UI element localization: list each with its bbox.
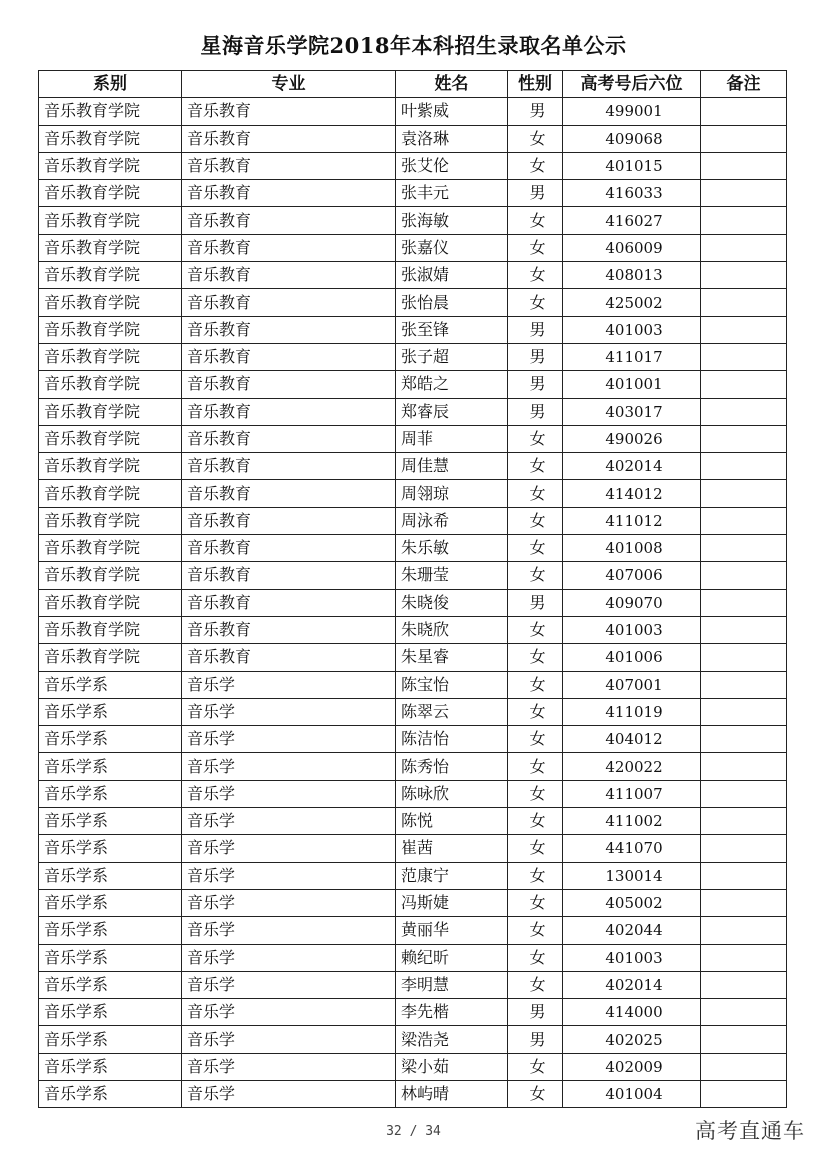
cell-remarks: [701, 316, 787, 343]
cell-department: 音乐教育学院: [39, 234, 182, 261]
cell-gender: 女: [508, 944, 563, 971]
cell-major: 音乐教育: [182, 507, 396, 534]
cell-major: 音乐学: [182, 917, 396, 944]
cell-name: 张艾伦: [396, 152, 508, 179]
cell-exam-number: 403017: [563, 398, 701, 425]
cell-name: 张子超: [396, 343, 508, 370]
cell-department: 音乐教育学院: [39, 125, 182, 152]
cell-exam-number: 402014: [563, 971, 701, 998]
cell-department: 音乐学系: [39, 944, 182, 971]
cell-department: 音乐教育学院: [39, 644, 182, 671]
cell-remarks: [701, 971, 787, 998]
table-row: [39, 999, 787, 1026]
column-header-name: 姓名: [396, 71, 508, 98]
cell-name: 陈咏欣: [396, 780, 508, 807]
cell-name: 周菲: [396, 425, 508, 452]
cell-exam-number: 401003: [563, 944, 701, 971]
cell-remarks: [701, 98, 787, 125]
cell-exam-number: 414000: [563, 999, 701, 1026]
table-row: [39, 862, 787, 889]
cell-department: 音乐教育学院: [39, 343, 182, 370]
cell-name: 朱晓欣: [396, 616, 508, 643]
table-row: [39, 698, 787, 725]
table-row: [39, 125, 787, 152]
cell-remarks: [701, 589, 787, 616]
cell-department: 音乐教育学院: [39, 262, 182, 289]
cell-major: 音乐学: [182, 835, 396, 862]
cell-remarks: [701, 343, 787, 370]
cell-major: 音乐学: [182, 808, 396, 835]
cell-name: 梁浩尧: [396, 1026, 508, 1053]
cell-major: 音乐学: [182, 1026, 396, 1053]
cell-name: 范康宁: [396, 862, 508, 889]
cell-name: 赖纪昕: [396, 944, 508, 971]
cell-exam-number: 409070: [563, 589, 701, 616]
cell-exam-number: 402014: [563, 453, 701, 480]
cell-remarks: [701, 480, 787, 507]
cell-gender: 男: [508, 316, 563, 343]
cell-remarks: [701, 616, 787, 643]
cell-major: 音乐教育: [182, 125, 396, 152]
cell-remarks: [701, 507, 787, 534]
cell-department: 音乐学系: [39, 862, 182, 889]
cell-name: 李明慧: [396, 971, 508, 998]
cell-department: 音乐学系: [39, 671, 182, 698]
cell-gender: 女: [508, 562, 563, 589]
cell-name: 陈翠云: [396, 698, 508, 725]
cell-remarks: [701, 1026, 787, 1053]
cell-gender: 男: [508, 999, 563, 1026]
cell-department: 音乐教育学院: [39, 398, 182, 425]
cell-department: 音乐教育学院: [39, 453, 182, 480]
cell-department: 音乐学系: [39, 698, 182, 725]
cell-gender: 女: [508, 889, 563, 916]
cell-exam-number: 401001: [563, 371, 701, 398]
cell-major: 音乐教育: [182, 616, 396, 643]
cell-name: 陈秀怡: [396, 753, 508, 780]
table-row: [39, 371, 787, 398]
cell-exam-number: 411012: [563, 507, 701, 534]
table-row: [39, 889, 787, 916]
cell-gender: 女: [508, 616, 563, 643]
cell-name: 张丰元: [396, 180, 508, 207]
cell-gender: 女: [508, 152, 563, 179]
cell-remarks: [701, 835, 787, 862]
cell-department: 音乐教育学院: [39, 562, 182, 589]
cell-name: 叶紫威: [396, 98, 508, 125]
cell-remarks: [701, 944, 787, 971]
cell-gender: 男: [508, 589, 563, 616]
cell-remarks: [701, 780, 787, 807]
cell-remarks: [701, 535, 787, 562]
cell-department: 音乐教育学院: [39, 98, 182, 125]
table-row: [39, 152, 787, 179]
cell-major: 音乐教育: [182, 98, 396, 125]
cell-major: 音乐教育: [182, 535, 396, 562]
cell-exam-number: 406009: [563, 234, 701, 261]
cell-name: 林屿晴: [396, 1080, 508, 1107]
cell-gender: 男: [508, 1026, 563, 1053]
cell-gender: 女: [508, 262, 563, 289]
cell-major: 音乐学: [182, 726, 396, 753]
cell-major: 音乐教育: [182, 289, 396, 316]
column-header-gender: 性别: [508, 71, 563, 98]
cell-name: 郑皓之: [396, 371, 508, 398]
cell-department: 音乐教育学院: [39, 152, 182, 179]
table-row: [39, 753, 787, 780]
cell-name: 黄丽华: [396, 917, 508, 944]
cell-remarks: [701, 289, 787, 316]
cell-name: 郑睿辰: [396, 398, 508, 425]
cell-remarks: [701, 180, 787, 207]
table-body: [39, 98, 787, 1108]
cell-name: 崔茜: [396, 835, 508, 862]
cell-gender: 女: [508, 480, 563, 507]
table-row: [39, 1053, 787, 1080]
cell-exam-number: 402009: [563, 1053, 701, 1080]
cell-remarks: [701, 398, 787, 425]
cell-exam-number: 499001: [563, 98, 701, 125]
cell-gender: 男: [508, 180, 563, 207]
column-header-remarks: 备注: [701, 71, 787, 98]
page-number: 32 / 34: [386, 1124, 441, 1139]
table-row: [39, 180, 787, 207]
table-row: [39, 262, 787, 289]
cell-name: 周佳慧: [396, 453, 508, 480]
cell-gender: 女: [508, 234, 563, 261]
cell-name: 周翎琼: [396, 480, 508, 507]
cell-remarks: [701, 644, 787, 671]
cell-remarks: [701, 234, 787, 261]
cell-gender: 女: [508, 671, 563, 698]
cell-exam-number: 416033: [563, 180, 701, 207]
table-row: [39, 453, 787, 480]
cell-exam-number: 408013: [563, 262, 701, 289]
cell-department: 音乐教育学院: [39, 371, 182, 398]
cell-exam-number: 402025: [563, 1026, 701, 1053]
cell-name: 朱晓俊: [396, 589, 508, 616]
cell-exam-number: 407006: [563, 562, 701, 589]
cell-gender: 女: [508, 125, 563, 152]
cell-exam-number: 490026: [563, 425, 701, 452]
cell-remarks: [701, 753, 787, 780]
cell-remarks: [701, 371, 787, 398]
table-row: [39, 316, 787, 343]
cell-major: 音乐学: [182, 780, 396, 807]
column-header-department: 系别: [39, 71, 182, 98]
cell-exam-number: 407001: [563, 671, 701, 698]
cell-exam-number: 420022: [563, 753, 701, 780]
cell-gender: 女: [508, 808, 563, 835]
table-row: [39, 425, 787, 452]
cell-remarks: [701, 425, 787, 452]
cell-department: 音乐学系: [39, 780, 182, 807]
cell-name: 张海敏: [396, 207, 508, 234]
cell-department: 音乐教育学院: [39, 425, 182, 452]
cell-gender: 女: [508, 535, 563, 562]
cell-gender: 女: [508, 917, 563, 944]
cell-remarks: [701, 808, 787, 835]
cell-major: 音乐教育: [182, 562, 396, 589]
cell-major: 音乐学: [182, 1080, 396, 1107]
cell-name: 朱珊莹: [396, 562, 508, 589]
table-row: [39, 480, 787, 507]
cell-major: 音乐学: [182, 753, 396, 780]
cell-gender: 女: [508, 780, 563, 807]
table-header: [39, 71, 787, 98]
cell-major: 音乐学: [182, 889, 396, 916]
cell-exam-number: 401004: [563, 1080, 701, 1107]
cell-gender: 女: [508, 753, 563, 780]
column-header-exam-number: 高考号后六位: [563, 71, 701, 98]
cell-remarks: [701, 562, 787, 589]
table-row: [39, 507, 787, 534]
table-row: [39, 808, 787, 835]
cell-exam-number: 416027: [563, 207, 701, 234]
cell-department: 音乐教育学院: [39, 535, 182, 562]
cell-department: 音乐学系: [39, 1080, 182, 1107]
cell-major: 音乐学: [182, 698, 396, 725]
header-row: [39, 71, 787, 98]
table-row: [39, 589, 787, 616]
column-header-major: 专业: [182, 71, 396, 98]
table-row: [39, 644, 787, 671]
cell-remarks: [701, 999, 787, 1026]
cell-department: 音乐学系: [39, 808, 182, 835]
cell-major: 音乐教育: [182, 398, 396, 425]
cell-name: 陈洁怡: [396, 726, 508, 753]
cell-name: 张怡晨: [396, 289, 508, 316]
cell-remarks: [701, 125, 787, 152]
cell-remarks: [701, 453, 787, 480]
cell-exam-number: 401003: [563, 316, 701, 343]
table-row: [39, 944, 787, 971]
cell-department: 音乐教育学院: [39, 507, 182, 534]
cell-name: 陈宝怡: [396, 671, 508, 698]
cell-major: 音乐教育: [182, 180, 396, 207]
cell-major: 音乐教育: [182, 234, 396, 261]
table-row: [39, 616, 787, 643]
cell-name: 袁洛琳: [396, 125, 508, 152]
cell-major: 音乐教育: [182, 480, 396, 507]
cell-name: 李先楷: [396, 999, 508, 1026]
cell-department: 音乐教育学院: [39, 480, 182, 507]
cell-exam-number: 411007: [563, 780, 701, 807]
cell-gender: 男: [508, 371, 563, 398]
cell-gender: 女: [508, 971, 563, 998]
cell-gender: 女: [508, 507, 563, 534]
cell-major: 音乐学: [182, 671, 396, 698]
cell-name: 朱星睿: [396, 644, 508, 671]
cell-department: 音乐学系: [39, 999, 182, 1026]
cell-exam-number: 402044: [563, 917, 701, 944]
cell-gender: 女: [508, 644, 563, 671]
cell-name: 朱乐敏: [396, 535, 508, 562]
table-row: [39, 1026, 787, 1053]
cell-remarks: [701, 698, 787, 725]
page-title: 星海音乐学院2018年本科招生录取名单公示: [200, 33, 627, 58]
cell-gender: 女: [508, 835, 563, 862]
cell-major: 音乐教育: [182, 425, 396, 452]
cell-gender: 女: [508, 698, 563, 725]
admission-table: [38, 70, 787, 1108]
cell-major: 音乐学: [182, 1053, 396, 1080]
cell-remarks: [701, 862, 787, 889]
cell-major: 音乐教育: [182, 644, 396, 671]
cell-remarks: [701, 917, 787, 944]
cell-gender: 女: [508, 862, 563, 889]
table-row: [39, 726, 787, 753]
cell-department: 音乐教育学院: [39, 316, 182, 343]
cell-exam-number: 401006: [563, 644, 701, 671]
cell-department: 音乐教育学院: [39, 180, 182, 207]
cell-remarks: [701, 1053, 787, 1080]
cell-department: 音乐学系: [39, 1053, 182, 1080]
table-row: [39, 289, 787, 316]
cell-major: 音乐教育: [182, 207, 396, 234]
cell-remarks: [701, 152, 787, 179]
cell-exam-number: 401008: [563, 535, 701, 562]
cell-gender: 女: [508, 1053, 563, 1080]
cell-major: 音乐学: [182, 862, 396, 889]
cell-major: 音乐教育: [182, 343, 396, 370]
cell-department: 音乐学系: [39, 971, 182, 998]
cell-exam-number: 405002: [563, 889, 701, 916]
cell-remarks: [701, 262, 787, 289]
cell-exam-number: 411019: [563, 698, 701, 725]
cell-department: 音乐学系: [39, 1026, 182, 1053]
table-row: [39, 1080, 787, 1107]
cell-exam-number: 404012: [563, 726, 701, 753]
cell-gender: 女: [508, 453, 563, 480]
cell-name: 梁小茹: [396, 1053, 508, 1080]
cell-major: 音乐教育: [182, 152, 396, 179]
cell-name: 周泳希: [396, 507, 508, 534]
cell-exam-number: 401015: [563, 152, 701, 179]
cell-major: 音乐教育: [182, 371, 396, 398]
cell-department: 音乐学系: [39, 753, 182, 780]
cell-exam-number: 441070: [563, 835, 701, 862]
cell-name: 张嘉仪: [396, 234, 508, 261]
cell-remarks: [701, 889, 787, 916]
cell-major: 音乐学: [182, 999, 396, 1026]
watermark: 高考直通车: [695, 1119, 805, 1143]
cell-gender: 女: [508, 207, 563, 234]
cell-exam-number: 414012: [563, 480, 701, 507]
cell-department: 音乐教育学院: [39, 207, 182, 234]
cell-gender: 女: [508, 289, 563, 316]
cell-name: 陈悦: [396, 808, 508, 835]
cell-department: 音乐学系: [39, 726, 182, 753]
cell-name: 冯斯婕: [396, 889, 508, 916]
table-row: [39, 835, 787, 862]
table-row: [39, 562, 787, 589]
cell-major: 音乐学: [182, 944, 396, 971]
cell-department: 音乐学系: [39, 889, 182, 916]
cell-remarks: [701, 671, 787, 698]
table-row: [39, 535, 787, 562]
table-row: [39, 780, 787, 807]
table-row: [39, 971, 787, 998]
cell-department: 音乐教育学院: [39, 589, 182, 616]
cell-gender: 女: [508, 1080, 563, 1107]
cell-gender: 女: [508, 726, 563, 753]
cell-exam-number: 409068: [563, 125, 701, 152]
cell-gender: 男: [508, 343, 563, 370]
cell-name: 张至锋: [396, 316, 508, 343]
cell-department: 音乐教育学院: [39, 289, 182, 316]
cell-major: 音乐教育: [182, 262, 396, 289]
cell-gender: 男: [508, 398, 563, 425]
cell-remarks: [701, 726, 787, 753]
cell-major: 音乐学: [182, 971, 396, 998]
cell-major: 音乐教育: [182, 589, 396, 616]
cell-department: 音乐学系: [39, 917, 182, 944]
cell-gender: 女: [508, 425, 563, 452]
table-row: [39, 234, 787, 261]
cell-department: 音乐学系: [39, 835, 182, 862]
cell-exam-number: 401003: [563, 616, 701, 643]
cell-exam-number: 425002: [563, 289, 701, 316]
table-row: [39, 207, 787, 234]
cell-exam-number: 411017: [563, 343, 701, 370]
table-row: [39, 98, 787, 125]
cell-gender: 男: [508, 98, 563, 125]
cell-department: 音乐教育学院: [39, 616, 182, 643]
cell-exam-number: 411002: [563, 808, 701, 835]
table-row: [39, 671, 787, 698]
cell-name: 张淑婧: [396, 262, 508, 289]
table-row: [39, 343, 787, 370]
cell-major: 音乐教育: [182, 453, 396, 480]
cell-major: 音乐教育: [182, 316, 396, 343]
cell-remarks: [701, 1080, 787, 1107]
table-row: [39, 398, 787, 425]
cell-exam-number: 130014: [563, 862, 701, 889]
table-row: [39, 917, 787, 944]
cell-remarks: [701, 207, 787, 234]
